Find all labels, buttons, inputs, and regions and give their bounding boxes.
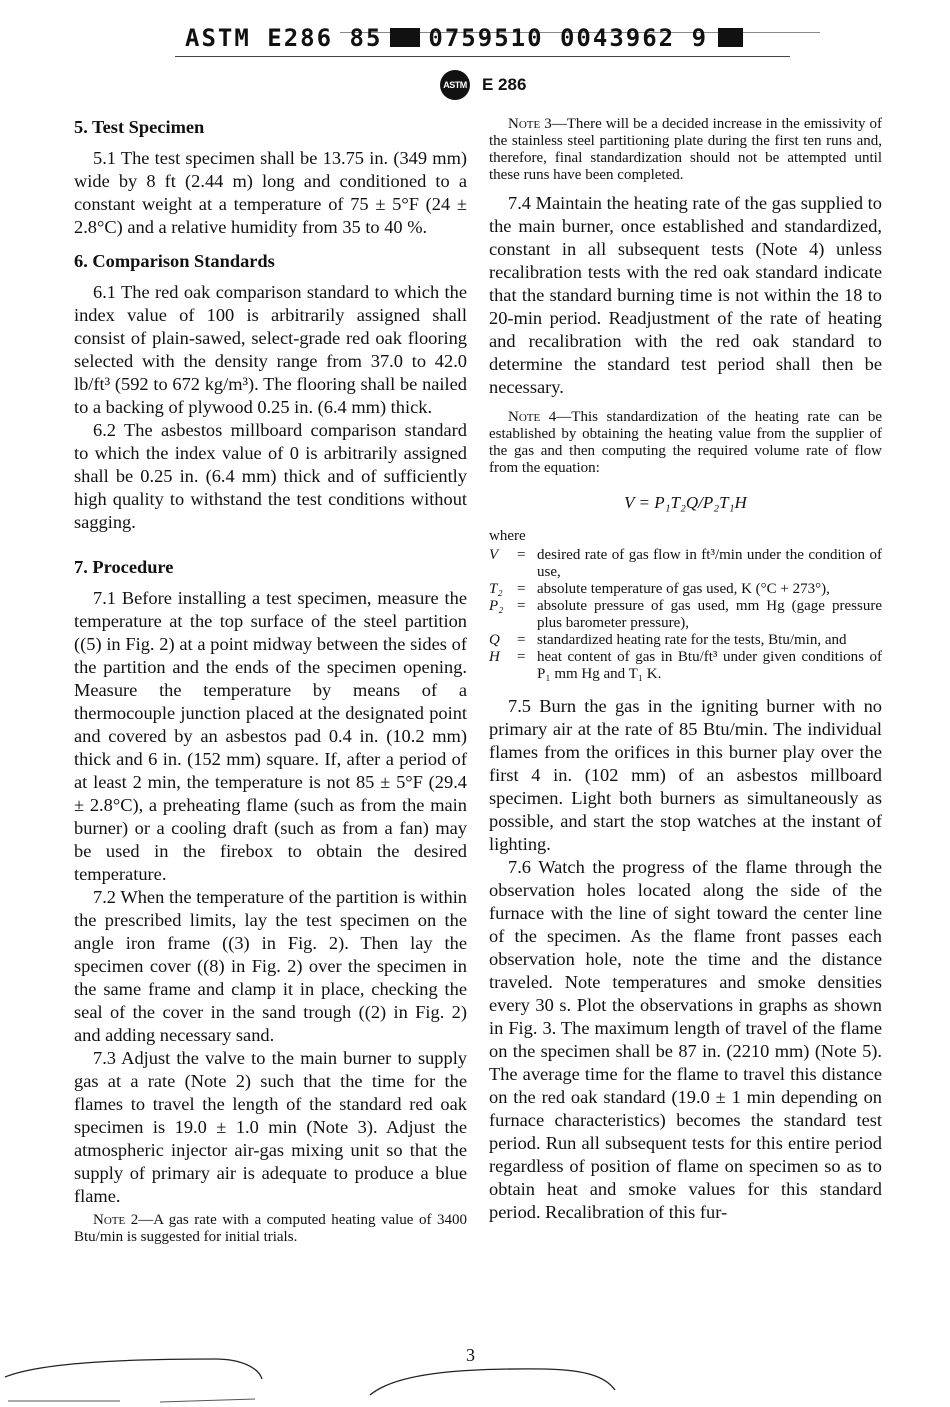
note-2: [74, 1212, 467, 1246]
definition-symbol: Q: [489, 632, 500, 648]
paragraph-7-2: 7.2 When the temperature of the partition is within the prescribed limits, lay the test specimen on the angle iron frame ((3) in Fig. 2). Then lay the specimen cover ((8) in Fig. 2) over the specimen in the same frame and clamp it in place, checking the seal of the cover in the sand trough ((2) in Fig. 2) and adding necessary sand.: [74, 887, 467, 1045]
astm-code: ASTM E286 85: [185, 24, 383, 52]
note-4-text: —This standardization of the heating rate can be established by obtaining the heating value from the supplier of the gas and then computing the required volume rate of flow from the equation:: [489, 409, 882, 476]
definition-equals: =: [517, 581, 526, 597]
paragraph-6-2: 6.2 The asbestos millboard comparison standard to which the index value of 0 is arbitrarily assigned shall be 0.25 in. (6.4 mm) thick and of sufficiently high quality to withstand the test conditions without sagging.: [74, 420, 467, 532]
paragraph-7-4: 7.4 Maintain the heating rate of the gas supplied to the main burner, once established and standardized, constant in all subsequent tests (Note 4) unless recalibration tests with the red oak standard indicate that the standard burning time is not within the 18 to 20-min period. Readjustment of the rate of heating and recalibration with the red oak standard to determine the standard test period shall then be necessary.: [489, 193, 882, 397]
document-code-header: [175, 22, 790, 57]
serial-number: 0759510 0043962 9: [428, 24, 709, 52]
definition-equals: =: [517, 632, 526, 648]
note-3-label: Note 3: [508, 116, 552, 132]
page-number: 3: [466, 1345, 475, 1365]
paragraph-6-1: 6.1 The red oak comparison standard to which the index value of 100 is arbitrarily assigned shall consist of plain-sawed, select-grade red oak flooring selected with the density range from 37.0 to 42.0 lb/ft³ (592 to 672 kg/m³). The flooring shall be nailed to a backing of plywood 0.25 in. (6.4 mm) thick.: [74, 282, 467, 417]
definition-row: [489, 581, 882, 598]
standard-heading: [440, 70, 526, 100]
definition-text: absolute pressure of gas used, mm Hg (gage pressure plus barometer pressure),: [537, 598, 882, 631]
definition-row: [489, 598, 882, 632]
note-2-text: —A gas rate with a computed heating value of 3400 Btu/min is suggested for initial trials.: [74, 1212, 467, 1245]
scan-artifact-left: [0, 1355, 290, 1407]
definition-equals: =: [517, 598, 526, 614]
definition-row: [489, 649, 882, 683]
definition-equals: =: [517, 547, 526, 563]
note-2-label: Note 2: [93, 1212, 139, 1228]
definition-symbol: T₂: [489, 581, 503, 597]
definition-text: absolute temperature of gas used, K (°C + 273°),: [537, 581, 830, 597]
astm-logo-icon: ASTM: [440, 70, 470, 100]
definition-row: [489, 547, 882, 581]
definition-symbol: H: [489, 649, 500, 665]
paragraph-7-6: 7.6 Watch the progress of the flame through the observation holes located along the side of the furnace with the line of sight toward the center line of the specimen. As the flame front passes each observation hole, note the time and the distance traveled. Note temperatures and smoke densities every 30 s. Plot the observations in graphs as shown in Fig. 3. The maximum length of travel of the flame on the specimen shall be 87 in. (2210 mm) (Note 5). The average time for the flame to travel this distance on the red oak standard (19.0 ± 1 min depending on furnace characteristics) becomes the standard test period. Run all subsequent tests for this entire period regardless of position of flame on specimen so as to obtain heat and smoke values for this standard period. Recalibration of this fur-: [489, 857, 882, 1222]
definition-text: standardized heating rate for the tests, Btu/min, and: [537, 632, 847, 648]
definition-text: desired rate of gas flow in ft³/min under the condition of use,: [537, 547, 882, 580]
paragraph-7-5: 7.5 Burn the gas in the igniting burner with no primary air at the rate of 85 Btu/min. The individual flames from the orifices in this burner play over the first 4 in. (102 mm) of an asbestos millboard specimen. Light both burners as simultaneously as possible, and start the stop watches at the instant of lighting.: [489, 696, 882, 854]
note-4: [489, 409, 882, 477]
note-3: [489, 116, 882, 184]
definition-symbol: P₂: [489, 598, 504, 614]
paragraph-5-1: 5.1 The test specimen shall be 13.75 in. (349 mm) wide by 8 ft (2.44 m) long and conditioned to a constant weight at a temperature of 75 ± 5°F (24 ± 2.8°C) and a relative humidity from 35 to 40 %.: [74, 148, 467, 237]
paragraph-7-3: 7.3 Adjust the valve to the main burner to supply gas at a rate (Note 2) such that the time for the flames to travel the length of the standard red oak specimen is 19.0 ± 1.0 min (Note 3). Adjust the atmospheric injector air-gas mixing unit so that the supply of primary air is adequate to produce a blue flame.: [74, 1048, 467, 1206]
document-code: [185, 24, 751, 52]
section-7-title: 7. Procedure: [74, 557, 174, 577]
note-3-text: —There will be a decided increase in the emissivity of the stainless steel partitioning plate during the first ten runs and, therefore, final standardization should not be attempted until these runs have been completed.: [489, 116, 882, 183]
right-column: [489, 116, 882, 1224]
definition-symbol: V: [489, 547, 499, 563]
definition-row: [489, 632, 882, 649]
definition-text: heat content of gas in Btu/ft³ under given conditions of P₁ mm Hg and T₁ K.: [537, 649, 882, 682]
standard-number: E 286: [482, 75, 527, 94]
left-column: [74, 116, 467, 1254]
section-6-title: 6. Comparison Standards: [74, 251, 275, 271]
flow-equation: V = P₁T₂Q/P₂T₁H: [624, 493, 747, 512]
where-label: where: [489, 528, 526, 544]
section-5-title: 5. Test Specimen: [74, 117, 205, 137]
note-4-label: Note 4: [508, 409, 557, 425]
variable-definitions: [489, 547, 882, 683]
black-marker: [718, 28, 743, 47]
black-marker: [390, 28, 420, 47]
scan-artifact-center: [365, 1360, 625, 1407]
paragraph-7-1: 7.1 Before installing a test specimen, measure the temperature at the top surface of the steel partition ((5) in Fig. 2) at a point midway between the sides of the partition and the ends of the specimen opening. Measure the temperature by means of a thermocouple junction placed at the designated point and covered by an asbestos pad 0.4 in. (10.2 mm) thick and 6 in. (152 mm) square. If, after a period of at least 2 min, the temperature is not 85 ± 5°F (29.4 ± 2.8°C), a preheating flame (such as from the main burner) or a cooling draft (such as from a fan) may be used in the firebox to obtain the desired temperature.: [74, 588, 467, 884]
definition-equals: =: [517, 649, 526, 665]
